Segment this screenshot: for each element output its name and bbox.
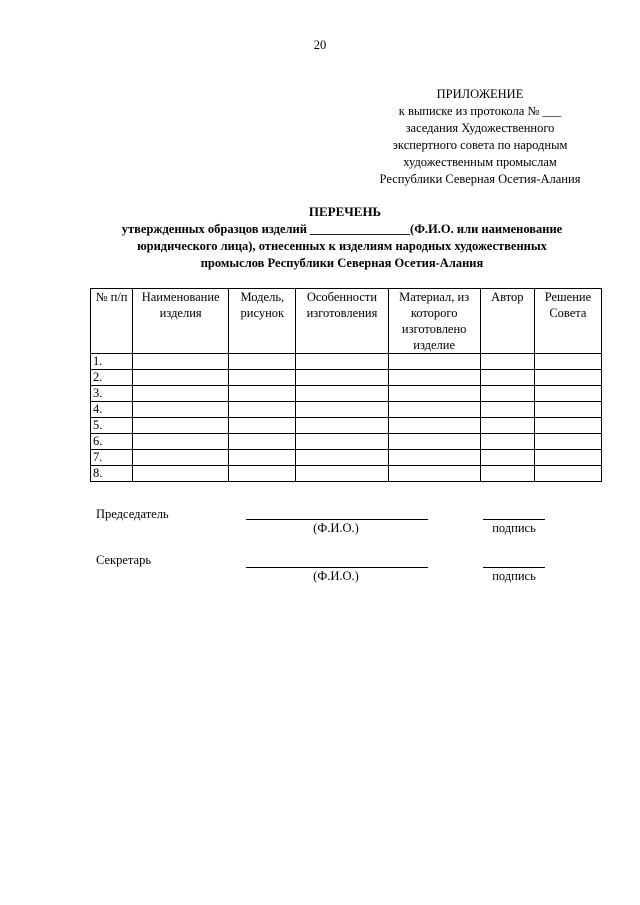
table-cell bbox=[388, 450, 480, 466]
table-cell bbox=[534, 434, 601, 450]
table-cell bbox=[296, 418, 388, 434]
table-cell bbox=[480, 386, 534, 402]
table-cell bbox=[388, 370, 480, 386]
table-cell bbox=[480, 418, 534, 434]
table-cell bbox=[388, 402, 480, 418]
secretary-label: Секретарь bbox=[96, 553, 152, 567]
table-cell bbox=[480, 354, 534, 370]
table-cell bbox=[534, 450, 601, 466]
appendix-line: заседания Художественного bbox=[405, 121, 555, 135]
secretary-name-caption: (Ф.И.О.) bbox=[313, 569, 359, 583]
table-cell bbox=[133, 450, 229, 466]
chairman-signature-line bbox=[483, 519, 545, 520]
table-cell bbox=[133, 466, 229, 482]
table-cell bbox=[534, 402, 601, 418]
table-cell bbox=[480, 466, 534, 482]
table-cell bbox=[229, 466, 296, 482]
table-cell bbox=[296, 434, 388, 450]
column-header-model: Модель, рисунок bbox=[229, 289, 296, 354]
table-row bbox=[91, 386, 602, 402]
row-number: 1. bbox=[91, 354, 133, 370]
column-header-material: Материал, из которого изготовлено изделие bbox=[388, 289, 480, 354]
column-header-decision: Решение Совета bbox=[534, 289, 601, 354]
table-cell bbox=[133, 354, 229, 370]
row-number: 3. bbox=[91, 386, 133, 402]
appendix-line: художественным промыслам bbox=[403, 155, 557, 169]
table-cell bbox=[133, 418, 229, 434]
row-number: 4. bbox=[91, 402, 133, 418]
chairman-label: Председатель bbox=[96, 507, 169, 521]
table-row bbox=[91, 418, 602, 434]
table-cell bbox=[534, 466, 601, 482]
table-cell bbox=[296, 402, 388, 418]
list-title: ПЕРЕЧЕНЬ bbox=[308, 204, 382, 219]
subtitle-line: юридического лица), отнесенных к изделиям народных художественных bbox=[137, 239, 547, 253]
appendix-line: Республики Северная Осетия-Алания bbox=[379, 172, 581, 186]
table-cell bbox=[388, 434, 480, 450]
table-cell bbox=[388, 418, 480, 434]
chairman-name-caption: (Ф.И.О.) bbox=[313, 521, 359, 535]
table-cell bbox=[534, 370, 601, 386]
row-number: 7. bbox=[91, 450, 133, 466]
secretary-signature-caption: подпись bbox=[492, 569, 536, 583]
table-cell bbox=[229, 354, 296, 370]
table-cell bbox=[229, 418, 296, 434]
column-header-number: № п/п bbox=[91, 289, 133, 354]
subtitle-line: утвержденных образцов изделий ________________(Ф.И.О. или наименование bbox=[121, 222, 563, 236]
table-cell bbox=[133, 370, 229, 386]
appendix-line: экспертного совета по народным bbox=[392, 138, 568, 152]
table-cell bbox=[296, 370, 388, 386]
table-cell bbox=[229, 386, 296, 402]
table-cell bbox=[229, 370, 296, 386]
appendix-line: к выписке из протокола № ___ bbox=[398, 104, 562, 118]
row-number: 8. bbox=[91, 466, 133, 482]
table-cell bbox=[388, 466, 480, 482]
table-cell bbox=[229, 402, 296, 418]
appendix-heading bbox=[360, 86, 600, 188]
table-cell bbox=[534, 418, 601, 434]
chairman-name-line bbox=[246, 519, 428, 520]
table-cell bbox=[296, 466, 388, 482]
secretary-name-line bbox=[246, 567, 428, 568]
table-cell bbox=[133, 386, 229, 402]
row-number: 2. bbox=[91, 370, 133, 386]
table-cell bbox=[388, 354, 480, 370]
table-cell bbox=[133, 434, 229, 450]
appendix-line: ПРИЛОЖЕНИЕ bbox=[436, 87, 524, 101]
table-cell bbox=[534, 354, 601, 370]
table-cell bbox=[480, 450, 534, 466]
table-cell bbox=[480, 402, 534, 418]
table-cell bbox=[388, 386, 480, 402]
table-cell bbox=[296, 386, 388, 402]
products-table bbox=[90, 288, 602, 482]
row-number: 5. bbox=[91, 418, 133, 434]
table-row bbox=[91, 450, 602, 466]
row-number: 6. bbox=[91, 434, 133, 450]
list-subtitle bbox=[82, 221, 602, 272]
table-cell bbox=[480, 434, 534, 450]
table-header-row bbox=[91, 289, 602, 354]
subtitle-line: промыслов Республики Северная Осетия-Алания bbox=[200, 256, 484, 270]
table-cell bbox=[229, 434, 296, 450]
secretary-signature-line bbox=[483, 567, 545, 568]
table-row bbox=[91, 434, 602, 450]
table-cell bbox=[229, 450, 296, 466]
column-header-features: Особенности изготовления bbox=[296, 289, 388, 354]
chairman-signature-caption: подпись bbox=[492, 521, 536, 535]
table-row bbox=[91, 466, 602, 482]
table-cell bbox=[480, 370, 534, 386]
page-number: 20 bbox=[313, 38, 327, 52]
column-header-item-name: Наименование изделия bbox=[133, 289, 229, 354]
table-cell bbox=[534, 386, 601, 402]
table-row bbox=[91, 402, 602, 418]
column-header-author: Автор bbox=[480, 289, 534, 354]
table-cell bbox=[133, 402, 229, 418]
table-row bbox=[91, 370, 602, 386]
table-cell bbox=[296, 450, 388, 466]
table-cell bbox=[296, 354, 388, 370]
table-row bbox=[91, 354, 602, 370]
